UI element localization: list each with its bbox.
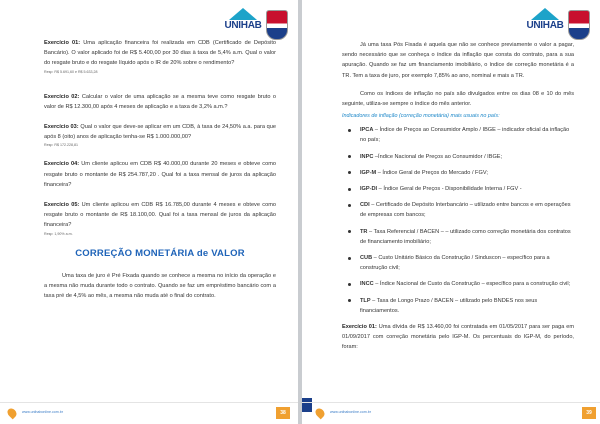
- list-item: [342, 253, 574, 273]
- exercise-04: [44, 159, 276, 190]
- logo-name: UNIHAB: [224, 20, 262, 31]
- exercise-02: [44, 92, 276, 112]
- index-desc: – Custo Unitário Básico da Construção / Sinduscon – específico para a construção civil;: [360, 255, 550, 272]
- index-desc: – Índice de Preços ao Consumidor Amplo / IBGE – indicador oficial da inflação no país;: [360, 127, 570, 144]
- seal-icon: [266, 10, 288, 40]
- exercise-answer: Resp: 1,90% a.m.: [44, 231, 73, 236]
- page-footer: [302, 402, 600, 424]
- page-footer: [0, 402, 298, 424]
- logo-name: UNIHAB: [526, 20, 564, 31]
- header-logos: [526, 8, 590, 42]
- list-item: [342, 200, 574, 220]
- right-content: [342, 40, 574, 353]
- index-code: IGP-DI: [360, 186, 378, 193]
- indices-list: [342, 125, 574, 316]
- unihab-logo: [526, 8, 564, 42]
- section-title: CORREÇÃO MONETÁRIA de VALOR: [75, 247, 245, 259]
- paragraph-indices: Como os índices de inflação no país são divulgados entre os dias 08 e 10 do mês seguinte, utiliza-se sempre o índice do mês anterior.: [342, 90, 574, 108]
- index-desc: – Certificado de Depósito Interbancário – utilizado entre bancos e em operações de empresas com bancos;: [360, 202, 571, 219]
- index-code: TR: [360, 228, 368, 235]
- location-pin-icon: [314, 407, 327, 420]
- indices-caption: Indicadores de inflação (correção monetária) mais usuais no país:: [342, 113, 500, 120]
- exercise-answer: Resp: R$ 5.691,60 e R$ 5.633,28: [44, 69, 98, 74]
- index-desc: – Índice Nacional de Custo da Construção – específico para a construção civil;: [373, 281, 571, 288]
- page-number: 39: [582, 407, 596, 419]
- exercise-text: Qual o valor que deve-se aplicar em um CDB, à taxa de 24,50% a.a. para que após 8 (oito) anos de aplicação tenha-se R$ 1.000.000,00?: [44, 124, 276, 141]
- left-content: [44, 38, 276, 301]
- exercise-text: Calcular o valor de uma aplicação se a mesma teve como resgate bruto o valor de R$ 12.300,00 após 4 meses de aplicação e a taxa de 3,2% a.m.?: [44, 93, 276, 110]
- header-logos: [224, 8, 288, 42]
- footer-url[interactable]: www.unihabonline.com.br: [22, 410, 63, 414]
- right-page: [302, 0, 600, 424]
- list-item: [342, 227, 574, 247]
- index-desc: – Taxa de Longo Prazo / BACEN – utilizado pelo BNDES nos seus financiamentos.: [360, 297, 538, 314]
- exercise-01: [342, 322, 574, 353]
- index-desc: – Índice Geral de Preços do Mercado / FGV;: [376, 169, 488, 176]
- exercise-text: Uma aplicação financeira foi realizada em CDB (Certificado de Depósito Bancário). O valor aplicado foi de R$ 5.400,00 por 30 dias à taxa de 5,4% a.m. Qual o valor do resgate bruto e do resgate líquido após o IR de 20% sobre o rendimento?: [44, 40, 276, 67]
- index-code: INCC: [360, 281, 374, 288]
- exercise-text: Uma dívida de R$ 13.460,00 foi contratada em 01/05/2017 para ser paga em 01/09/2017 com correção monetária pelo IGP-M. Os percentuais do IGP-M, do período, foram:: [342, 324, 574, 351]
- exercise-text: Um cliente aplicou em CDB R$ 16.785,00 durante 4 meses e obteve como resgate bruto o montante de R$ 18.100,00. Qual foi a taxa mensal de juros da aplicação financeira?: [44, 202, 276, 229]
- list-item: [342, 152, 574, 162]
- index-code: CDI: [360, 202, 370, 209]
- exercise-05: [44, 200, 276, 231]
- left-page: [0, 0, 298, 424]
- exercise-03: [44, 122, 276, 142]
- exercise-01: [44, 38, 276, 69]
- paragraph-pos-fixada: Já uma taxa Pós Fixada é aquela que não se conhece previamente o valor a pagar, sendo necessário que se conheça o índice da inflação que consta do contrato, para a sua apuração. Quando se faz um financiamento imobiliário, o índice de correção monetária é a TR. Tem a taxa de juro, por exemplo 7,85% ao ano, nominal e mais a TR.: [342, 42, 574, 79]
- seal-icon: [568, 10, 590, 40]
- exercise-label: Exercício 01:: [342, 324, 377, 331]
- index-code: IGP-M: [360, 169, 377, 176]
- list-item: [342, 125, 574, 145]
- exercise-label: Exercício 03:: [44, 124, 79, 131]
- list-item: [342, 184, 574, 194]
- exercise-label: Exercício 05:: [44, 202, 80, 209]
- list-item: [342, 296, 574, 316]
- index-desc: –Índice Nacional de Preços ao Consumidor / IBGE;: [373, 153, 503, 160]
- exercise-answer: Resp: R$ 172.228,81: [44, 143, 78, 148]
- exercise-label: Exercício 01:: [44, 40, 81, 46]
- index-code: IPCA: [360, 127, 374, 134]
- index-desc: – Índice Geral de Preços - Disponibilidade Interna / FGV -: [377, 186, 522, 193]
- exercise-label: Exercício 02:: [44, 93, 80, 100]
- index-code: TLP: [360, 297, 371, 304]
- index-code: INPC: [360, 153, 374, 160]
- location-pin-icon: [6, 407, 19, 420]
- footer-url[interactable]: www.unihabonline.com.br: [330, 410, 371, 414]
- page-number: 38: [276, 407, 290, 419]
- index-code: CUB: [360, 255, 373, 262]
- list-item: [342, 168, 574, 178]
- exercise-label: Exercício 04:: [44, 161, 80, 168]
- roof-icon: [229, 8, 257, 20]
- list-item: [342, 279, 574, 289]
- intro-paragraph: Uma taxa de juro é Pré Fixada quando se conhece a mesma no início da operação e a mesma não muda durante todo o contrato. Quando se faz um empréstimo bancário com a taxa pré de 4,5% ao mês, a mesma não muda até o final do contrato.: [44, 272, 276, 300]
- roof-icon: [531, 8, 559, 20]
- exercise-text: Um cliente aplicou em CDB R$ 40.000,00 durante 20 meses e obteve como resgate bruto o montante de R$ 254.787,20 . Qual foi a taxa mensal de juros da aplicação financeira?: [44, 161, 276, 188]
- unihab-logo: [224, 8, 262, 42]
- index-desc: – Taxa Referencial / BACEN – – utilizado como correção monetária dos contratos de financiamento imobiliário;: [360, 228, 571, 245]
